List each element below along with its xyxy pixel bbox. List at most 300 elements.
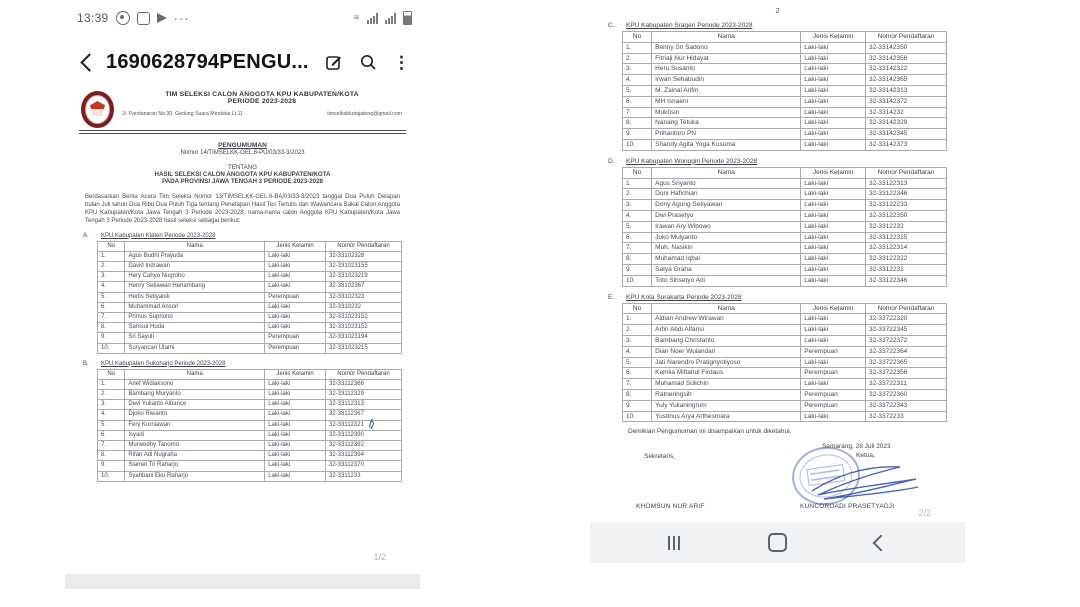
- table-header-row: [623, 303, 947, 314]
- cell-no: 4.: [98, 282, 125, 292]
- cell-gender: Perempuan: [801, 368, 866, 379]
- column-header: No: [98, 369, 125, 379]
- section-title: KPU Kabupaten Sragen Periode 2023-2028: [626, 22, 753, 29]
- signal-bars-icon: [367, 13, 378, 24]
- cell-no: 3.: [623, 335, 652, 346]
- chairman-signature: [804, 457, 924, 503]
- cell-no: 4.: [623, 346, 652, 357]
- cell-no: 10.: [98, 471, 125, 481]
- table-header-row: [623, 167, 947, 178]
- cell-no: 4.: [623, 210, 652, 221]
- section-title: KPU Kota Surakarta Periode 2023-2028: [626, 293, 742, 301]
- cell-name: Suryancan Utami: [125, 343, 265, 353]
- column-header: Nama: [652, 303, 801, 314]
- table-row: [98, 282, 402, 292]
- cell-name: Hery Cahyo Nugroho: [125, 272, 265, 282]
- cell-registration-number: 32-33112366: [325, 379, 401, 389]
- table-row: [98, 302, 402, 312]
- cell-registration-number: 32-33142365: [865, 75, 946, 86]
- table-row: [623, 210, 947, 221]
- letterhead: [79, 88, 406, 128]
- cell-registration-number: 32-3312231: [865, 264, 946, 275]
- table-row: [623, 232, 947, 243]
- candidates-table: [622, 303, 947, 423]
- section-letter: A.: [83, 232, 89, 239]
- cell-name: Satya Graha: [652, 264, 801, 275]
- cell-name: Slamet Tri Raharjo: [125, 461, 265, 471]
- cell-name: Bambang Muryanto: [125, 390, 265, 400]
- secretary-role-label: Sekretaris,: [644, 453, 676, 461]
- cell-no: 6.: [623, 368, 652, 379]
- cell-gender: Laki-laki: [265, 282, 326, 292]
- cell-gender: Laki-laki: [801, 210, 866, 221]
- page2-sections: [604, 22, 951, 422]
- document-section-C: [604, 22, 951, 151]
- cell-gender: Perempuan: [265, 333, 326, 343]
- secretary-name: KHOMSUN NUR ARIF: [636, 503, 705, 511]
- cell-name: Joko Mulyanto: [652, 232, 801, 243]
- cell-name: Syahbani Eku Raharjo: [125, 471, 265, 481]
- cell-registration-number: 32-331023152: [325, 312, 401, 322]
- cell-registration-number: 32-33112370: [325, 461, 401, 471]
- phone-screen-page1: [65, 0, 420, 607]
- table-row: [623, 275, 947, 286]
- column-header: Nama: [125, 369, 265, 379]
- table-header-row: [98, 241, 402, 251]
- cell-name: Muh. Nasikin: [652, 243, 801, 254]
- cell-gender: Laki-laki: [801, 64, 866, 75]
- column-header: Jenis Kelamin: [801, 303, 866, 314]
- cell-registration-number: 32-33142329: [865, 118, 946, 129]
- edit-icon[interactable]: [325, 53, 343, 71]
- cell-no: 1.: [623, 314, 652, 325]
- cell-name: Doni Hafichian: [652, 189, 801, 200]
- cell-no: 8.: [623, 118, 652, 129]
- cell-gender: Laki-laki: [265, 430, 326, 440]
- cell-gender: Laki-laki: [265, 410, 326, 420]
- cell-registration-number: 32-331023215: [325, 343, 401, 353]
- cell-registration-number: 32-33722364: [865, 346, 946, 357]
- cell-no: 1.: [98, 379, 125, 389]
- cell-registration-number: 32-33142322: [865, 64, 946, 75]
- table-header-row: [623, 32, 947, 43]
- cell-registration-number: 32-33102323: [325, 292, 401, 302]
- cell-name: Fitriaji Nur Hidayat: [652, 53, 801, 64]
- page-indicator: 1/2: [373, 552, 386, 562]
- pdf-page-2[interactable]: [604, 8, 951, 517]
- column-header: No: [623, 32, 652, 43]
- android-nav-bar: [590, 522, 965, 563]
- table-row: [623, 42, 947, 53]
- cell-registration-number: 32-33122346: [865, 275, 946, 286]
- table-header-row: [98, 369, 402, 379]
- cell-registration-number: 32-3372233: [865, 411, 946, 422]
- home-icon[interactable]: [768, 533, 787, 552]
- cell-gender: Perempuan: [265, 343, 326, 353]
- column-header: Jenis Kelamin: [265, 369, 326, 379]
- section-letter: C.: [608, 22, 615, 29]
- cell-registration-number: 32-33122315: [865, 232, 946, 243]
- cell-name: Kamila Miftahul Firdaus: [652, 368, 801, 379]
- back-icon[interactable]: [873, 534, 890, 551]
- cell-gender: Perempuan: [265, 292, 326, 302]
- cell-registration-number: 32-33142350: [865, 42, 946, 53]
- cell-no: 4.: [98, 410, 125, 420]
- document-section-A: [79, 233, 406, 354]
- table-row: [623, 221, 947, 232]
- section-letter: D.: [608, 157, 615, 165]
- table-row: [98, 272, 402, 282]
- clock: 13:39: [77, 11, 109, 25]
- cell-name: Yustinus Arya Arthesmara: [652, 411, 801, 422]
- table-row: [98, 410, 402, 420]
- cell-gender: Laki-laki: [801, 53, 866, 64]
- page-indicator: 2/2: [918, 508, 931, 518]
- cell-registration-number: 32-33102367: [325, 282, 401, 292]
- cell-registration-number: 32-331023152: [325, 323, 401, 333]
- cell-name: Muhamad Solichin: [652, 379, 801, 390]
- cell-name: Herlis Setiyanik: [125, 292, 265, 302]
- wifi-calling-icon: ≋: [353, 13, 360, 22]
- whatsapp-icon: [116, 11, 130, 25]
- cell-gender: Laki-laki: [801, 139, 866, 150]
- screenshot-icon: [137, 12, 150, 25]
- cell-registration-number: 32-33122350: [865, 210, 946, 221]
- cell-no: 3.: [623, 64, 652, 75]
- org-address: Jl. Pandanaran No.30, Gedung Suara Merdeka Lt.11: [122, 111, 244, 117]
- table-row: [623, 200, 947, 211]
- telegram-icon: [157, 13, 167, 23]
- cell-no: 9.: [623, 129, 652, 140]
- table-row: [98, 451, 402, 461]
- table-row: [623, 118, 947, 129]
- column-header: Nomor Pendaftaran: [325, 369, 401, 379]
- cell-no: 7.: [623, 107, 652, 118]
- table-row: [623, 264, 947, 275]
- cell-registration-number: 32-33122322: [865, 254, 946, 265]
- cell-gender: Laki-laki: [265, 251, 326, 261]
- cell-name: M. Zainal Arifin: [652, 85, 801, 96]
- column-header: Nomor Pendaftaran: [865, 32, 946, 43]
- letterhead-divider: [79, 130, 406, 134]
- cell-name: Sri Sayuti: [125, 333, 265, 343]
- cell-no: 7.: [98, 312, 125, 322]
- cell-no: 5.: [623, 221, 652, 232]
- cell-name: Muhammad Ansori: [125, 302, 265, 312]
- signal-bars-icon: [385, 13, 396, 24]
- cell-no: 6.: [623, 96, 652, 107]
- document-title-bar: [83, 42, 410, 82]
- cell-no: 3.: [98, 272, 125, 282]
- org-email: timselkabkotajateng@gmail.com: [327, 111, 402, 117]
- table-row: [623, 346, 947, 357]
- cell-registration-number: 32-33142373: [865, 139, 946, 150]
- page-number: 2: [775, 8, 780, 15]
- cell-no: 9.: [623, 264, 652, 275]
- cell-registration-number: 32-331023219: [325, 272, 401, 282]
- cell-gender: Laki-laki: [801, 314, 866, 325]
- table-row: [98, 379, 402, 389]
- cell-no: 9.: [623, 400, 652, 411]
- initials-paraph-mark: [367, 416, 376, 435]
- cell-registration-number: 32-33722320: [865, 314, 946, 325]
- column-header: Jenis Kelamin: [265, 241, 326, 251]
- cell-name: Bambang Christanto: [652, 335, 801, 346]
- table-row: [98, 471, 402, 481]
- table-row: [623, 411, 947, 422]
- cell-no: 2.: [623, 53, 652, 64]
- cell-name: Henry Setiawan Herlambang: [125, 282, 265, 292]
- table-row: [623, 53, 947, 64]
- cell-no: 5.: [623, 85, 652, 96]
- org-name-line2: PERIODE 2023-2028: [227, 98, 297, 105]
- cell-registration-number: 32-33122314: [865, 243, 946, 254]
- table-row: [623, 379, 947, 390]
- document-section-E: [604, 294, 951, 423]
- cell-gender: Laki-laki: [265, 302, 326, 312]
- cell-gender: Laki-laki: [801, 325, 866, 336]
- cell-gender: Laki-laki: [801, 189, 866, 200]
- closing-sentence: Demikian Pengumuman ini disampaikan untuk diketahui.: [628, 428, 792, 436]
- cell-name: Isyadi: [125, 430, 265, 440]
- cell-gender: Laki-laki: [265, 451, 326, 461]
- cell-registration-number: 32-33112390: [325, 430, 401, 440]
- table-row: [623, 64, 947, 75]
- search-icon[interactable]: [359, 53, 377, 71]
- cell-registration-number: 32-33722311: [865, 379, 946, 390]
- cell-registration-number: 32-33722345: [865, 325, 946, 336]
- org-name-line1: TIM SELEKSI CALON ANGGOTA KPU KABUPATEN/KOTA: [165, 91, 359, 98]
- table-row: [98, 262, 402, 272]
- cell-registration-number: 32-33112394: [325, 451, 401, 461]
- cell-registration-number: 32-33112329: [325, 390, 401, 400]
- cell-registration-number: 32-33122233: [865, 200, 946, 211]
- cell-no: 10.: [623, 275, 652, 286]
- cell-gender: Perempuan: [801, 346, 866, 357]
- kpu-logo-icon: [81, 91, 114, 128]
- cell-name: Toto Sihsetyo Adi: [652, 275, 801, 286]
- cell-name: Yuly Yulianingrum: [652, 400, 801, 411]
- body-paragraph: Berdasarkan Berita Acara Tim Seleksi Nomor 13/TIMSELKK-GEL.6-BA/03/33-3/2023 tanggal Dua Puluh Delapan bulan Juli tahun Dua Ribu Dua Puluh Tiga tentang Penetapan Hasil Tes Tertulis dan Wawancara Bakal Calon Anggota KPU Kabupaten/Kota Jawa Tengah 3 Periode 2023-2028, nama-nama calon Anggota KPU Kabupaten/Kota Jawa Tengah 3 Periode 2023-2028 hasil seleksi sebagai berikut:: [85, 193, 400, 225]
- cell-gender: Laki-laki: [801, 200, 866, 211]
- cell-name: Mukhsin: [652, 107, 801, 118]
- column-header: Nomor Pendaftaran: [865, 303, 946, 314]
- cell-no: 7.: [623, 243, 652, 254]
- more-notifications-icon: ···: [173, 10, 190, 26]
- cell-no: 1.: [623, 178, 652, 189]
- column-header: No: [623, 303, 652, 314]
- cell-no: 8.: [98, 451, 125, 461]
- table-row: [98, 343, 402, 353]
- cell-name: Djoko Riwanto: [125, 410, 265, 420]
- table-row: [623, 189, 947, 200]
- cell-no: 1.: [98, 251, 125, 261]
- cell-no: 2.: [98, 262, 125, 272]
- cell-name: Jati Narendro Pratignyotiyoso: [652, 357, 801, 368]
- page1-sections: [79, 233, 406, 482]
- cell-registration-number: 32-33112392: [325, 441, 401, 451]
- table-row: [98, 333, 402, 343]
- table-row: [98, 430, 402, 440]
- cell-gender: Laki-laki: [801, 178, 866, 189]
- cell-gender: Laki-laki: [265, 262, 326, 272]
- cell-name: Muhamad Iqbal: [652, 254, 801, 265]
- cell-gender: Laki-laki: [801, 232, 866, 243]
- cell-no: 2.: [623, 325, 652, 336]
- cell-gender: Laki-laki: [801, 107, 866, 118]
- candidates-table: [622, 31, 947, 151]
- column-header: Jenis Kelamin: [801, 32, 866, 43]
- cell-gender: Laki-laki: [265, 272, 326, 282]
- cell-name: Ratneringsih: [652, 389, 801, 400]
- candidates-table: [97, 369, 402, 482]
- column-header: Nama: [652, 32, 801, 43]
- column-header: Nomor Pendaftaran: [325, 241, 401, 251]
- cell-name: Agus Budhi Prayuda: [125, 251, 265, 261]
- cell-registration-number: 32-33142356: [865, 53, 946, 64]
- table-row: [98, 400, 402, 410]
- cell-registration-number: 32-33112313: [325, 400, 401, 410]
- cell-registration-number: 32-33112321: [325, 420, 401, 430]
- cell-gender: Laki-laki: [265, 400, 326, 410]
- cell-name: Prihantoro PN: [652, 129, 801, 140]
- cell-gender: Perempuan: [801, 389, 866, 400]
- table-row: [623, 325, 947, 336]
- overflow-menu-icon[interactable]: ⋮: [393, 52, 410, 72]
- cell-no: 5.: [98, 292, 125, 302]
- cell-gender: Laki-laki: [801, 129, 866, 140]
- cell-gender: Laki-laki: [801, 411, 866, 422]
- table-row: [623, 85, 947, 96]
- cell-no: 6.: [98, 430, 125, 440]
- cell-gender: Laki-laki: [801, 357, 866, 368]
- cell-registration-number: 32-33722372: [865, 335, 946, 346]
- cell-name: Irwan Sehabudin: [652, 75, 801, 86]
- cell-no: 7.: [623, 379, 652, 390]
- cell-registration-number: 32-33722343: [865, 400, 946, 411]
- cell-gender: Laki-laki: [265, 312, 326, 322]
- candidates-table: [97, 241, 402, 354]
- subject-line2: PADA PROVINSI JAWA TENGAH 3 PERIODE 2023-2028: [161, 177, 324, 185]
- cell-name: Murwedhy Tanomo: [125, 441, 265, 451]
- table-row: [98, 461, 402, 471]
- cell-no: 6.: [98, 302, 125, 312]
- cell-registration-number: 32-33112367: [325, 410, 401, 420]
- cell-no: 9.: [98, 333, 125, 343]
- cell-gender: Laki-laki: [801, 118, 866, 129]
- recents-icon[interactable]: [668, 536, 680, 550]
- table-row: [623, 400, 947, 411]
- document-section-B: [79, 361, 406, 482]
- cell-gender: Laki-laki: [265, 390, 326, 400]
- table-row: [98, 251, 402, 261]
- table-row: [623, 96, 947, 107]
- cell-registration-number: 32-33722365: [865, 357, 946, 368]
- cell-gender: Laki-laki: [801, 243, 866, 254]
- cell-gender: Perempuan: [801, 400, 866, 411]
- cell-gender: Laki-laki: [801, 75, 866, 86]
- section-letter: B.: [83, 360, 89, 367]
- cell-name: Shandy Agita Yoga Kusuma: [652, 139, 801, 150]
- table-row: [623, 75, 947, 86]
- table-row: [623, 357, 947, 368]
- signature-block: [604, 439, 951, 517]
- cell-no: 3.: [98, 400, 125, 410]
- document-title: 1690628794PENGU...: [106, 50, 309, 73]
- cell-gender: Laki-laki: [801, 264, 866, 275]
- table-row: [623, 129, 947, 140]
- cell-registration-number: 32-331023194: [325, 333, 401, 343]
- chairman-name: KUNCOROADI PRASETYADJI: [800, 503, 895, 511]
- table-row: [623, 335, 947, 346]
- cell-gender: Laki-laki: [801, 254, 866, 265]
- announcement-number: Nomor 14/TIMSELKK-GEL.6-PU/03/33-3/2023: [180, 149, 305, 156]
- cell-registration-number: 32-3314232: [865, 107, 946, 118]
- table-row: [623, 368, 947, 379]
- cell-name: Dian Noer Wulandari: [652, 346, 801, 357]
- cell-registration-number: 32-33122346: [865, 189, 946, 200]
- table-row: [623, 389, 947, 400]
- cell-name: Dwi Prasetyo: [652, 210, 801, 221]
- column-header: Nama: [125, 241, 265, 251]
- cell-gender: Laki-laki: [265, 323, 326, 333]
- cell-no: 3.: [623, 200, 652, 211]
- cell-name: Fery Kurniawan: [125, 420, 265, 430]
- cell-registration-number: 32-33722360: [865, 389, 946, 400]
- table-row: [623, 243, 947, 254]
- table-row: [98, 441, 402, 451]
- cell-no: 10.: [623, 139, 652, 150]
- cell-no: 1.: [623, 42, 652, 53]
- next-page-edge: [65, 574, 420, 589]
- table-row: [98, 292, 402, 302]
- table-row: [623, 254, 947, 265]
- cell-gender: Laki-laki: [801, 275, 866, 286]
- cell-gender: Laki-laki: [801, 42, 866, 53]
- cell-gender: Laki-laki: [265, 420, 326, 430]
- announcement-title: PENGUMUMAN: [218, 141, 267, 149]
- cell-name: Arfin Abdi Alfarisi: [652, 325, 801, 336]
- cell-gender: Laki-laki: [801, 85, 866, 96]
- table-row: [98, 312, 402, 322]
- cell-gender: Laki-laki: [265, 441, 326, 451]
- cell-registration-number: 32-331023155: [325, 262, 401, 272]
- battery-icon: [403, 11, 412, 25]
- cell-registration-number: 32-33142372: [865, 96, 946, 107]
- document-section-D: [604, 158, 951, 287]
- tentang-label: TENTANG: [227, 163, 258, 171]
- chairman-role-label: Ketua,: [856, 452, 875, 460]
- section-title: KPU Kabupaten Sukoharjo Periode 2023-2028: [101, 360, 226, 367]
- cell-name: Arief Widiaksono: [125, 379, 265, 389]
- cell-name: Samsul Huda: [125, 323, 265, 333]
- pdf-page-1[interactable]: [79, 88, 406, 482]
- table-row: [623, 139, 947, 150]
- cell-gender: Laki-laki: [801, 221, 866, 232]
- cell-name: Nanang Tetuka: [652, 118, 801, 129]
- candidates-table: [622, 167, 947, 287]
- table-row: [98, 390, 402, 400]
- cell-no: 8.: [623, 389, 652, 400]
- cell-no: 2.: [623, 189, 652, 200]
- cell-registration-number: 32-33142345: [865, 129, 946, 140]
- cell-no: 5.: [98, 420, 125, 430]
- section-title: KPU Kabupaten Klaten Periode 2023-2028: [101, 232, 216, 239]
- cell-gender: Laki-laki: [265, 471, 326, 481]
- cell-name: Primus Supriono: [125, 312, 265, 322]
- back-icon[interactable]: [80, 53, 98, 71]
- status-bar: [77, 8, 412, 28]
